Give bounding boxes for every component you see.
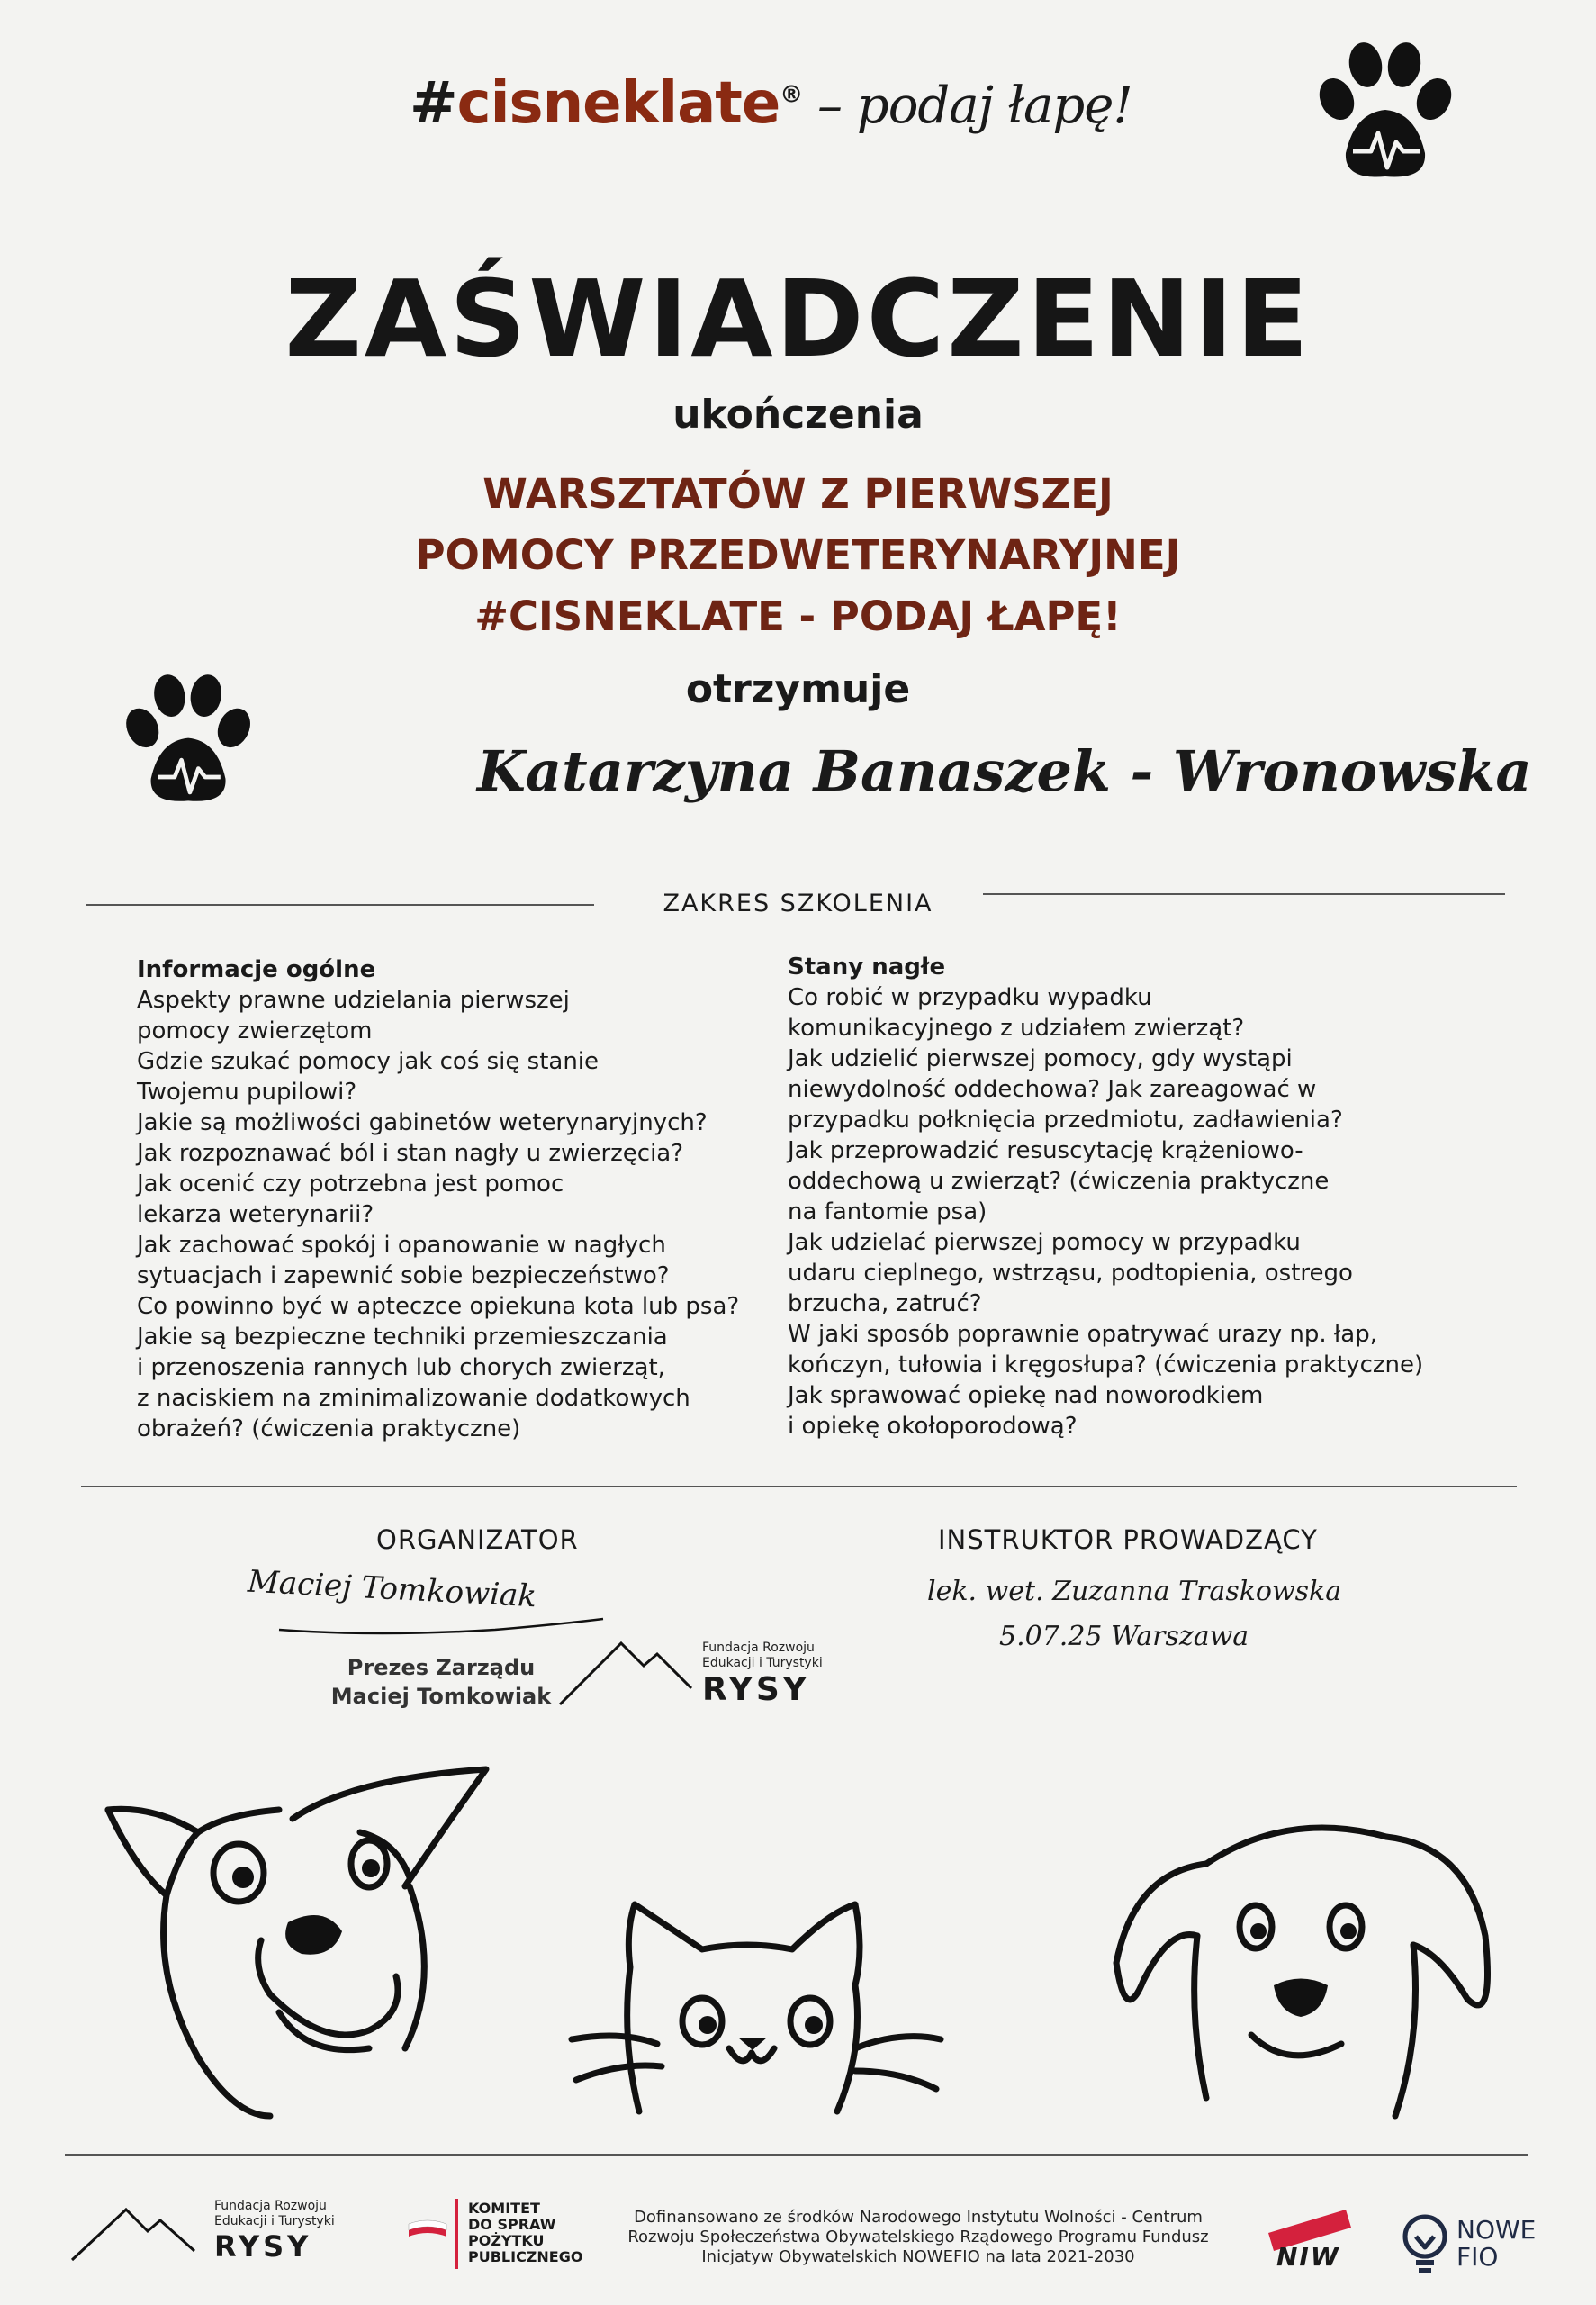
scope-item: Twojemu pupilowi?: [137, 1079, 357, 1106]
divider: [983, 893, 1505, 895]
funding-line: Inicjatyw Obywatelskich NOWEFIO na lata 2021-2030: [701, 2247, 1135, 2266]
certificate-title: ZAŚWIADCZENIE: [284, 257, 1312, 381]
instructor-date-place: 5.07.25 Warszawa: [999, 1621, 1249, 1652]
scope-item: z naciskiem na zminimalizowanie dodatkowych: [137, 1385, 690, 1412]
scope-item: Co powinno być w apteczce opiekuna kota lub psa?: [137, 1293, 740, 1320]
scope-item: Jak zachować spokój i opanowanie w nagłych: [137, 1232, 666, 1259]
organizer-stamp: [324, 1653, 558, 1711]
scope-item: Jak udzielić pierwszej pomocy, gdy wystąpi: [788, 1045, 1293, 1072]
scope-general: [137, 954, 739, 1444]
scope-item: Jak przeprowadzić resuscytację krążeniowo-: [788, 1137, 1303, 1164]
cat-icon: [567, 1895, 945, 2120]
rysy-name: RYSY: [702, 1671, 810, 1708]
dog-laughing-icon: [99, 1760, 504, 2125]
certificate-subtitle: ukończenia: [672, 392, 924, 438]
scope-item: Jak rozpoznawać ból i stan nagły u zwierzęcia?: [137, 1140, 684, 1167]
scope-title: ZAKRES SZKOLENIA: [663, 890, 933, 917]
rysy-footer-logo: [214, 2199, 335, 2264]
scope-item: Jak ocenić czy potrzebna jest pomoc: [137, 1171, 564, 1198]
funding-line: Dofinansowano ze środków Narodowego Instytutu Wolności - Centrum: [634, 2208, 1203, 2227]
scope-emergency-heading: Stany nagłe: [788, 954, 946, 981]
scope-item: sytuacjach i zapewnić sobie bezpieczeństwo?: [137, 1262, 670, 1289]
divider: [81, 1486, 1517, 1487]
scope-item: lekarza weterynarii?: [137, 1201, 374, 1228]
scope-item: obrażeń? (ćwiczenia praktyczne): [137, 1415, 521, 1442]
scope-item: Co robić w przypadku wypadku: [788, 984, 1152, 1011]
funding-note: [621, 2208, 1215, 2267]
course-line: WARSZTATÓW Z PIERWSZEJ: [482, 470, 1114, 518]
nowe-fio-logo: [1456, 2217, 1536, 2271]
instructor-signature: lek. wet. Zuzanna Traskowska: [927, 1576, 1342, 1607]
rysy-line2: Edukacji i Turystyki: [702, 1656, 823, 1670]
divider: [65, 2154, 1528, 2156]
funding-line: Rozwoju Społeczeństwa Obywatelskiego Rządowego Programu Fundusz: [627, 2228, 1209, 2246]
instructor-label: INSTRUKTOR PROWADZĄCY: [938, 1524, 1318, 1555]
scope-emergency-list: [788, 982, 1423, 1442]
brand-slogan: – podaj łapę!: [802, 77, 1132, 135]
scope-item: Aspekty prawne udzielania pierwszej: [137, 987, 570, 1014]
recipient-name: Katarzyna Banaszek - Wronowska: [477, 738, 1532, 804]
rysy-line1: Fundacja Rozwoju: [702, 1641, 815, 1655]
brand-name: cisneklate: [456, 70, 780, 137]
dog-floppy-ears-icon: [1107, 1801, 1503, 2125]
scope-item: brzucha, zatruć?: [788, 1290, 982, 1317]
paw-icon-top: [1310, 36, 1463, 189]
nowe-label: NOWE: [1456, 2215, 1537, 2245]
scope-emergency: [788, 952, 1423, 1442]
komitet-line: DO SPRAW: [468, 2216, 556, 2233]
course-line: POMOCY PRZEDWETERYNARYJNEJ: [415, 531, 1181, 579]
scope-general-heading: Informacje ogólne: [137, 956, 376, 983]
paw-icon-left: [117, 666, 261, 815]
rysy-line1: Fundacja Rozwoju: [214, 2199, 327, 2213]
scope-item: Jakie są możliwości gabinetów weterynaryjnych?: [137, 1109, 708, 1136]
organizer-signature: Maciej Tomkowiak: [247, 1563, 537, 1615]
scope-item: komunikacyjnego z udziałem zwierząt?: [788, 1015, 1245, 1042]
komitet-line: KOMITET: [468, 2200, 540, 2217]
fio-label: FIO: [1456, 2242, 1499, 2272]
scope-item: przypadku połknięcia przedmiotu, zadławienia?: [788, 1107, 1343, 1134]
scope-item: W jaki sposób poprawnie opatrywać urazy np. łap,: [788, 1321, 1377, 1348]
course-name: [0, 464, 1596, 647]
scope-item: Jak udzielać pierwszej pomocy w przypadku: [788, 1229, 1301, 1256]
rysy-line2: Edukacji i Turystyki: [214, 2214, 335, 2228]
brand-logo: [410, 70, 1132, 137]
organizer-label: ORGANIZATOR: [376, 1524, 579, 1555]
scope-item: na fantomie psa): [788, 1198, 987, 1225]
komitet-bar: [455, 2199, 458, 2269]
brand-hash: #: [410, 70, 457, 137]
receives-label: otrzymuje: [685, 666, 911, 712]
scope-item: udaru cieplnego, wstrząsu, podtopienia, ostrego: [788, 1260, 1353, 1287]
rysy-logo: [702, 1641, 823, 1708]
scope-item: pomocy zwierzętom: [137, 1017, 373, 1044]
scope-item: kończyn, tułowia i kręgosłupa? (ćwiczenia praktyczne): [788, 1351, 1424, 1378]
mountain-logo-icon: [558, 1634, 693, 1706]
lightbulb-icon: [1400, 2213, 1450, 2276]
komitet-logo: [468, 2201, 582, 2265]
course-line: #CISNEKLATE - PODAJ ŁAPĘ!: [474, 592, 1122, 640]
scope-item: Jak sprawować opiekę nad noworodkiem: [788, 1382, 1264, 1409]
scope-item: niewydolność oddechowa? Jak zareagować w: [788, 1076, 1317, 1103]
scope-item: Gdzie szukać pomocy jak coś się stanie: [137, 1048, 600, 1075]
scope-general-list: [137, 985, 739, 1444]
organizer-role: Prezes Zarządu: [347, 1655, 536, 1680]
scope-item: oddechową u zwierząt? (ćwiczenia praktyczne: [788, 1168, 1330, 1195]
organizer-name: Maciej Tomkowiak: [330, 1684, 552, 1709]
niw-label: NIW: [1276, 2242, 1340, 2272]
rysy-name: RYSY: [214, 2229, 312, 2264]
polish-flag-icon: [407, 2217, 448, 2244]
komitet-line: PUBLICZNEGO: [468, 2248, 583, 2265]
scope-item: i opiekę okołoporodową?: [788, 1413, 1078, 1440]
mountain-logo-icon: [70, 2199, 196, 2262]
brand-reg: ®: [780, 81, 803, 109]
scope-item: Jakie są bezpieczne techniki przemieszczania: [137, 1324, 668, 1351]
komitet-line: POŻYTKU: [468, 2232, 545, 2249]
scope-item: i przenoszenia rannych lub chorych zwierząt,: [137, 1354, 665, 1381]
